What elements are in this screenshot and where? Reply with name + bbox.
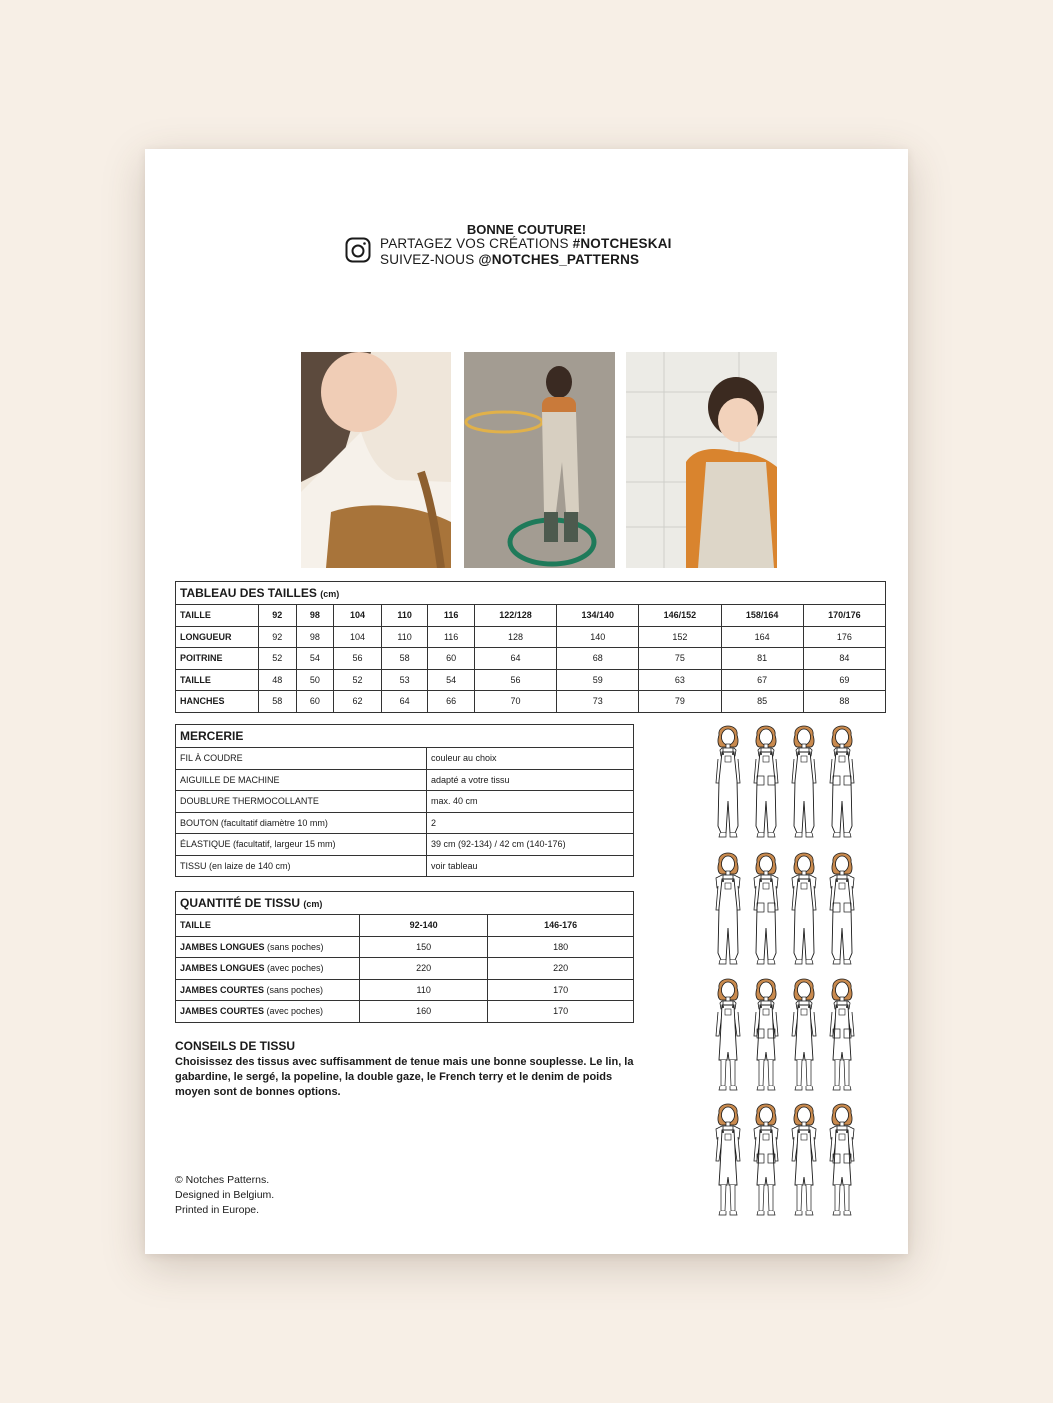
overall-figure (754, 853, 778, 964)
pattern-sheet (145, 149, 908, 1254)
row-label: POITRINE (176, 648, 259, 670)
row-label: ÉLASTIQUE (facultatif, largeur 15 mm) (176, 834, 427, 856)
cell: 50 (296, 669, 334, 691)
overall-figure (792, 1104, 816, 1215)
photo-child-closeup (301, 352, 451, 568)
cell: 110 (360, 979, 488, 1001)
cell: 85 (721, 691, 803, 713)
size-col: 146/152 (639, 605, 721, 627)
overall-figure (754, 979, 778, 1090)
cell: 68 (557, 648, 639, 670)
copyright: © Notches Patterns. (175, 1174, 270, 1186)
cell: 170 (488, 1001, 634, 1023)
size-col: 122/128 (474, 605, 556, 627)
cell: 104 (334, 626, 382, 648)
table-row (176, 669, 886, 691)
cell: max. 40 cm (427, 791, 634, 813)
cell: 56 (474, 669, 556, 691)
cell: 164 (721, 626, 803, 648)
cell: 140 (557, 626, 639, 648)
cell: 54 (296, 648, 334, 670)
table-row (176, 691, 886, 713)
overall-figure (792, 726, 816, 837)
row-label: HANCHES (176, 691, 259, 713)
table-row (176, 855, 634, 877)
printed-in: Printed in Europe. (175, 1204, 260, 1216)
table-row (176, 936, 634, 958)
technical-figures (701, 721, 871, 1226)
row-label: TISSU (en laize de 140 cm) (176, 855, 427, 877)
size-header-row (176, 605, 886, 627)
cell: 73 (557, 691, 639, 713)
fabric-quantity-table (175, 891, 634, 1023)
cell: 2 (427, 812, 634, 834)
size-header-label: TAILLE (176, 605, 259, 627)
cell: 60 (428, 648, 475, 670)
table-row (176, 791, 634, 813)
cell: 39 cm (92-134) / 42 cm (140-176) (427, 834, 634, 856)
cell: 170 (488, 979, 634, 1001)
overall-figure (830, 726, 854, 837)
fabric-header-row (176, 915, 634, 937)
row-label: TAILLE (176, 669, 259, 691)
cell: 60 (296, 691, 334, 713)
overall-figure (716, 1104, 740, 1215)
row-label: BOUTON (facultatif diamètre 10 mm) (176, 812, 427, 834)
cell: 110 (381, 626, 428, 648)
size-col: 116 (428, 605, 475, 627)
cell: 53 (381, 669, 428, 691)
table-row (176, 812, 634, 834)
cell: 75 (639, 648, 721, 670)
footer (175, 1173, 274, 1218)
row-label: JAMBES COURTES (sans poches) (176, 979, 360, 1001)
cell: 220 (360, 958, 488, 980)
cell: 52 (259, 648, 297, 670)
mercerie-title: MERCERIE (176, 725, 634, 748)
fabric-col: 146-176 (488, 915, 634, 937)
cell: 69 (803, 669, 885, 691)
cell: 79 (639, 691, 721, 713)
cell: 52 (334, 669, 382, 691)
photo-child-hoop (464, 352, 615, 568)
cell: 48 (259, 669, 297, 691)
cell: couleur au choix (427, 748, 634, 770)
table-row (176, 958, 634, 980)
table-row (176, 648, 886, 670)
size-table (175, 581, 886, 713)
cell: 58 (381, 648, 428, 670)
share-line: PARTAGEZ VOS CRÉATIONS #NOTCHESKAI (380, 236, 672, 251)
size-col: 92 (259, 605, 297, 627)
cell: voir tableau (427, 855, 634, 877)
overall-figure (830, 979, 854, 1090)
overall-figure (716, 726, 740, 837)
cell: 58 (259, 691, 297, 713)
overall-figure (792, 853, 816, 964)
overall-figure (716, 853, 740, 964)
cell: 160 (360, 1001, 488, 1023)
size-col: 98 (296, 605, 334, 627)
row-label: DOUBLURE THERMOCOLLANTE (176, 791, 427, 813)
table-row (176, 1001, 634, 1023)
fabric-quantity-title: QUANTITÉ DE TISSU (cm) (176, 892, 634, 915)
fabric-advice-title: CONSEILS DE TISSU (175, 1039, 296, 1053)
cell: 70 (474, 691, 556, 713)
header-social (380, 236, 672, 268)
cell: 220 (488, 958, 634, 980)
table-row (176, 979, 634, 1001)
table-row (176, 769, 634, 791)
mercerie-table (175, 724, 634, 877)
size-col: 110 (381, 605, 428, 627)
cell: 64 (474, 648, 556, 670)
cell: 67 (721, 669, 803, 691)
size-col: 134/140 (557, 605, 639, 627)
follow-line: SUIVEZ-NOUS @NOTCHES_PATTERNS (380, 252, 640, 267)
size-col: 104 (334, 605, 382, 627)
cell: 98 (296, 626, 334, 648)
size-table-title: TABLEAU DES TAILLES (cm) (176, 582, 886, 605)
cell: 66 (428, 691, 475, 713)
cell: 54 (428, 669, 475, 691)
fabric-header-label: TAILLE (176, 915, 360, 937)
row-label: JAMBES COURTES (avec poches) (176, 1001, 360, 1023)
cell: 81 (721, 648, 803, 670)
designed-in: Designed in Belgium. (175, 1189, 275, 1201)
overall-figure (754, 726, 778, 837)
fabric-advice-text: Choisissez des tissus avec suffisamment de tenue mais une bonne souplesse. Le lin, la gabardine, le sergé, la popeline, la double gaze, le French terry et le denim de poids moyen sont de bonnes options. (175, 1056, 634, 1098)
cell: 152 (639, 626, 721, 648)
row-label: JAMBES LONGUES (sans poches) (176, 936, 360, 958)
table-row (176, 626, 886, 648)
size-col: 170/176 (803, 605, 885, 627)
cell: 116 (428, 626, 475, 648)
overall-figure (830, 1104, 854, 1215)
cell: adapté a votre tissu (427, 769, 634, 791)
size-col: 158/164 (721, 605, 803, 627)
cell: 92 (259, 626, 297, 648)
table-row (176, 748, 634, 770)
overall-figure (754, 1104, 778, 1215)
row-label: AIGUILLE DE MACHINE (176, 769, 427, 791)
cell: 63 (639, 669, 721, 691)
cell: 64 (381, 691, 428, 713)
photo-child-tiles (626, 352, 777, 568)
overall-figure (716, 979, 740, 1090)
overall-figure (792, 979, 816, 1090)
cell: 150 (360, 936, 488, 958)
row-label: LONGUEUR (176, 626, 259, 648)
instagram-icon (345, 237, 371, 263)
cell: 128 (474, 626, 556, 648)
cell: 56 (334, 648, 382, 670)
cell: 180 (488, 936, 634, 958)
header-title: BONNE COUTURE! (466, 222, 587, 237)
row-label: FIL À COUDRE (176, 748, 427, 770)
cell: 88 (803, 691, 885, 713)
overall-figure (830, 853, 854, 964)
table-row (176, 834, 634, 856)
cell: 84 (803, 648, 885, 670)
fabric-col: 92-140 (360, 915, 488, 937)
cell: 176 (803, 626, 885, 648)
cell: 62 (334, 691, 382, 713)
fabric-advice (175, 1039, 635, 1100)
row-label: JAMBES LONGUES (avec poches) (176, 958, 360, 980)
cell: 59 (557, 669, 639, 691)
